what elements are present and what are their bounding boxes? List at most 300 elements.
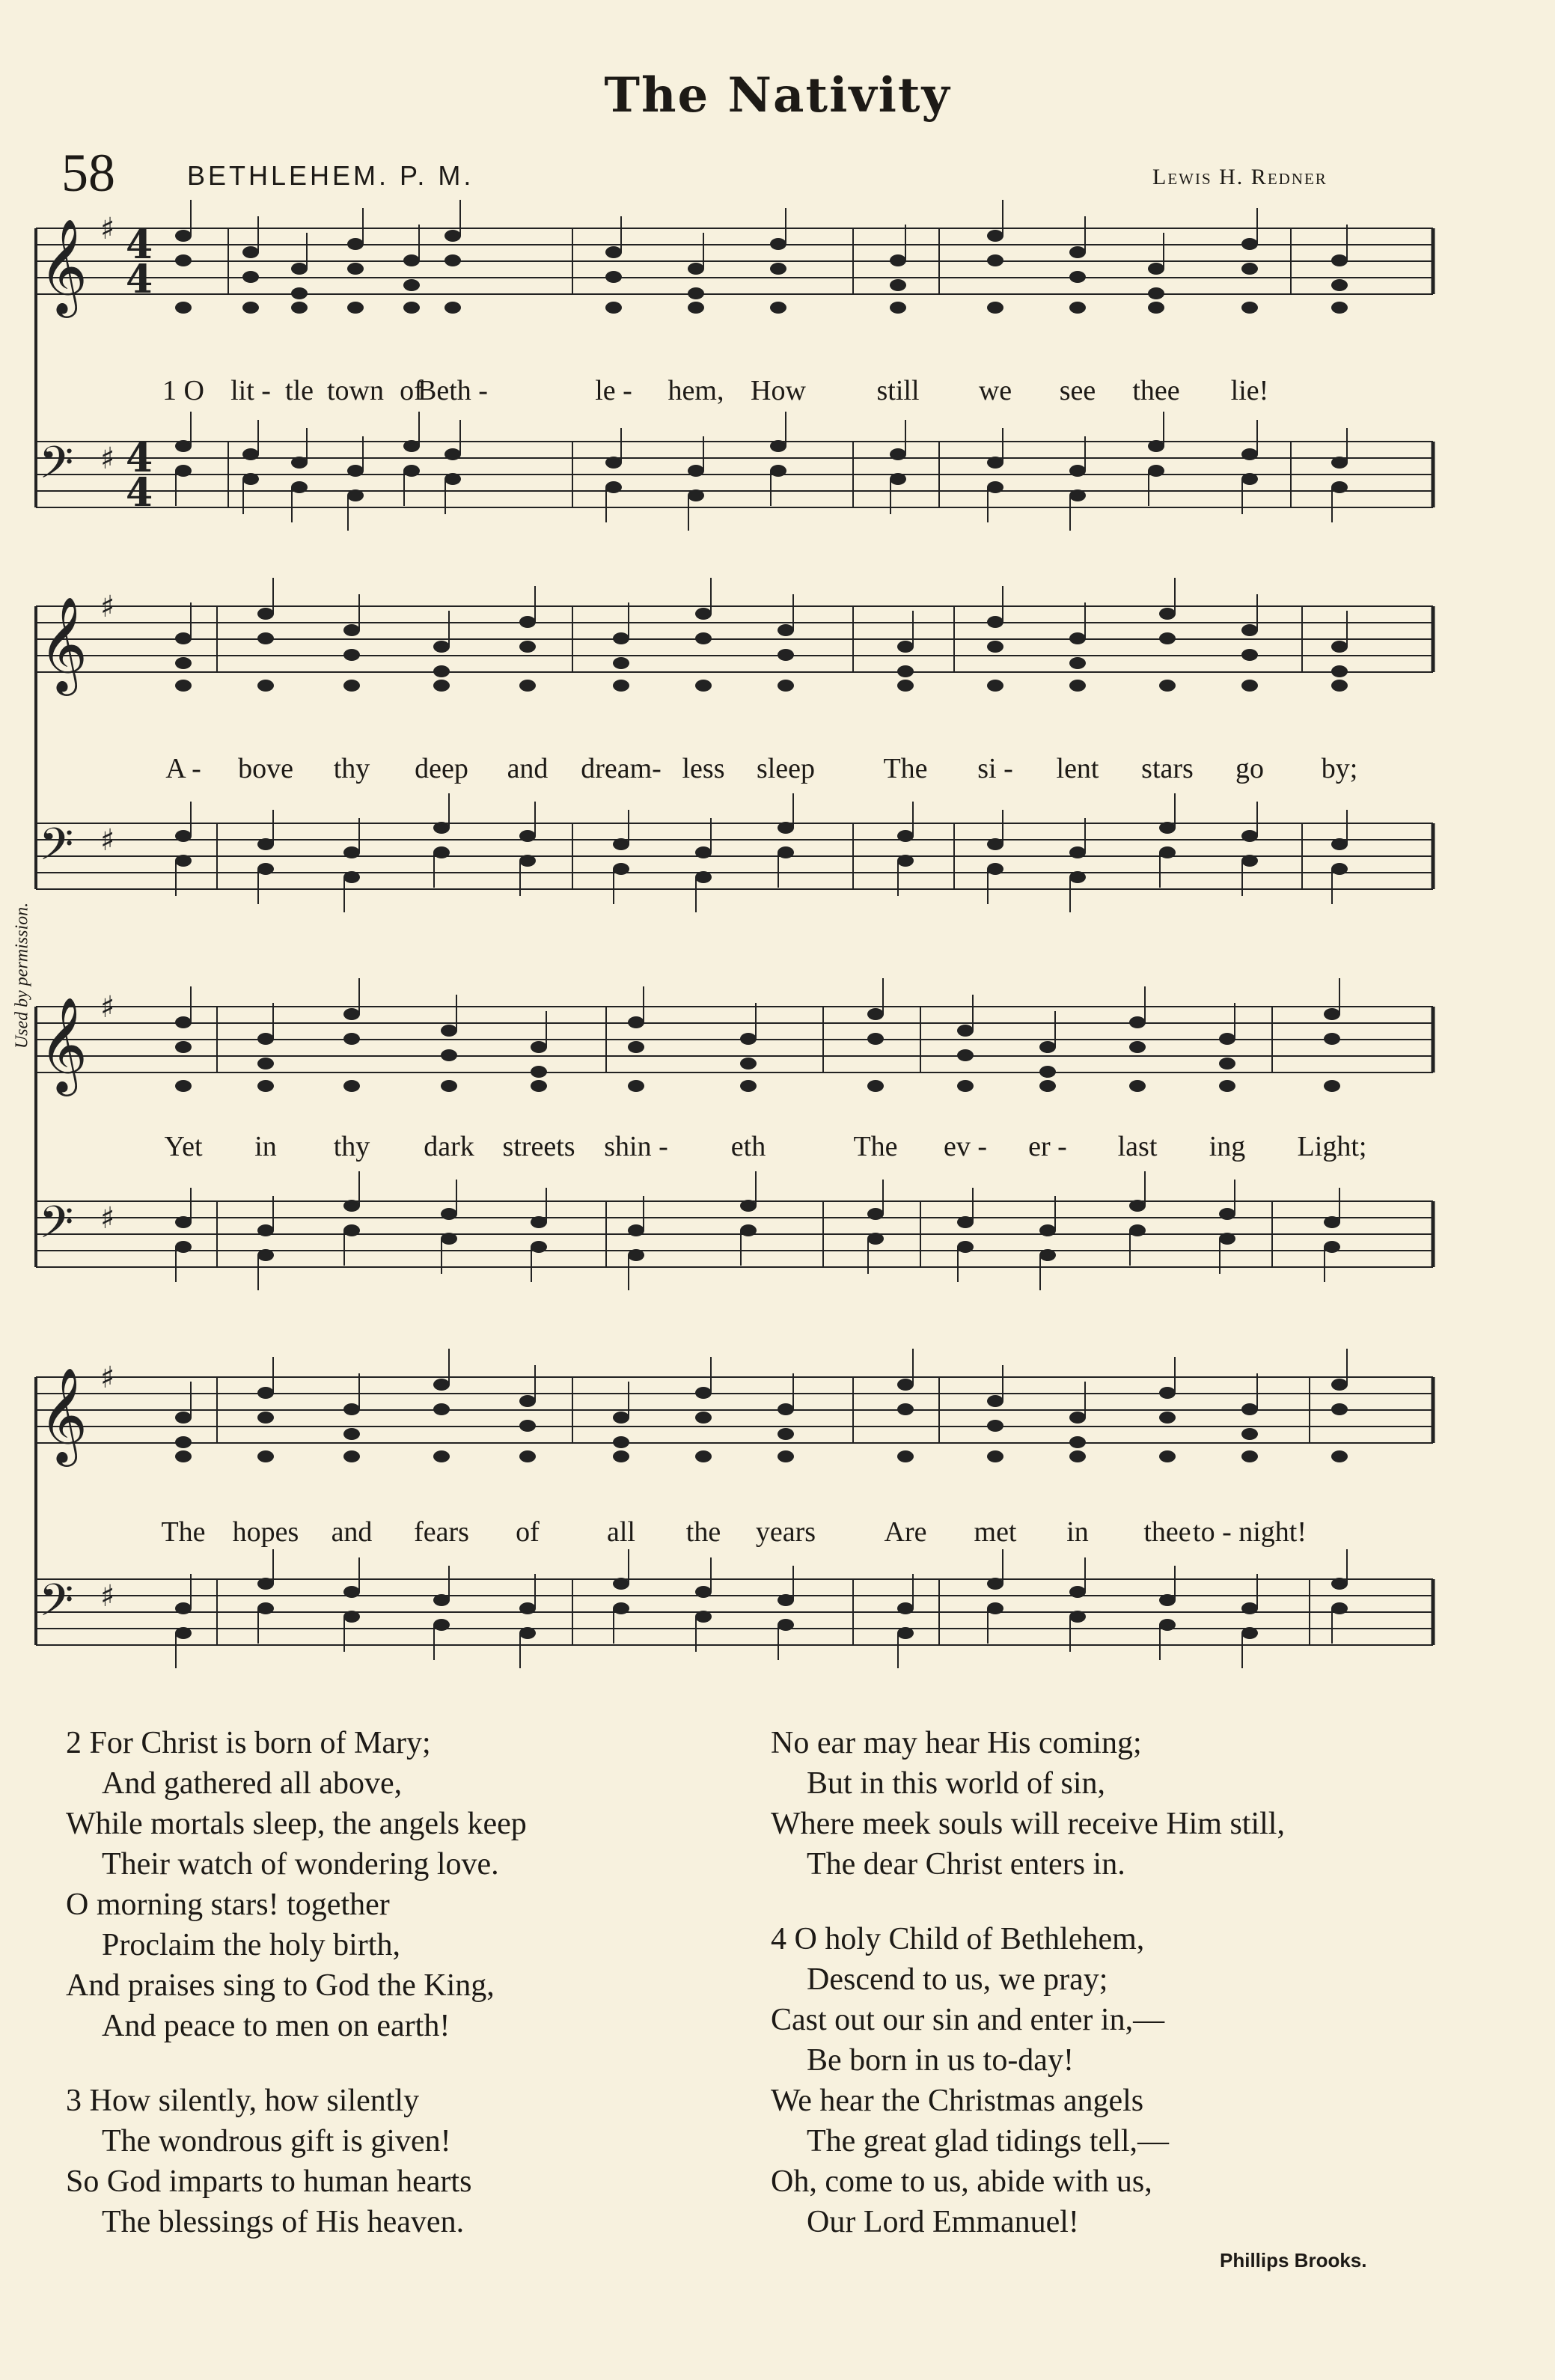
verse-line: Their watch of wondering love.: [102, 1847, 499, 1882]
verse-line: Where meek souls will receive Him still,: [771, 1807, 1285, 1841]
note-head: [605, 481, 622, 493]
note-head: [987, 1578, 1003, 1590]
lyric-syllable: we: [978, 375, 1012, 406]
lyric-syllable: to - night!: [1193, 1516, 1307, 1548]
verse: [771, 1919, 1519, 2242]
note-head: [343, 846, 360, 858]
note-head: [613, 1412, 629, 1424]
verse-line: The great glad tidings tell,—: [807, 2124, 1170, 2158]
note-head: [343, 1403, 360, 1415]
note-head: [347, 263, 364, 275]
treble-clef: 𝄞: [39, 218, 88, 314]
note-head: [343, 1428, 360, 1440]
note-head: [1069, 1586, 1086, 1598]
note-head: [175, 680, 192, 692]
note-head: [613, 1602, 629, 1614]
note-head: [1241, 1602, 1258, 1614]
note-head: [1069, 271, 1086, 283]
note-head: [1241, 1450, 1258, 1462]
note-head: [1069, 632, 1086, 644]
note-head: [343, 871, 360, 883]
note-head: [897, 1379, 914, 1391]
note-head: [531, 1241, 547, 1253]
lyric-syllable: lie!: [1230, 375, 1269, 406]
note-head: [347, 302, 364, 314]
note-head: [403, 302, 420, 314]
note-head: [433, 846, 450, 858]
lyric-syllable: Light;: [1297, 1131, 1367, 1162]
lyric-syllable: dark: [424, 1131, 474, 1162]
note-head: [1324, 1080, 1340, 1092]
note-head: [740, 1080, 757, 1092]
note-head: [519, 830, 536, 842]
note-head: [347, 238, 364, 250]
lyric-syllable: lit -: [230, 375, 271, 406]
note-head: [1039, 1066, 1056, 1078]
note-head: [740, 1224, 757, 1236]
note-head: [1219, 1233, 1235, 1245]
lyric-syllable: bove: [238, 753, 293, 784]
lyric-syllable: town: [327, 375, 384, 406]
note-head: [433, 680, 450, 692]
note-head: [605, 246, 622, 258]
note-head: [1069, 657, 1086, 669]
verse-line: Be born in us to-day!: [807, 2043, 1074, 2078]
note-head: [613, 680, 629, 692]
note-head: [1159, 680, 1176, 692]
lyric-syllable: last: [1117, 1131, 1158, 1162]
note-head: [778, 822, 794, 834]
note-head: [1219, 1080, 1235, 1092]
note-head: [1039, 1249, 1056, 1261]
note-head: [957, 1241, 974, 1253]
note-head: [987, 457, 1003, 469]
note-head: [175, 440, 192, 452]
note-head: [1129, 1016, 1146, 1028]
verse-line: O morning stars! together: [66, 1888, 390, 1922]
verses-left-column: [66, 1723, 762, 2277]
note-head: [1159, 608, 1176, 620]
note-head: [1069, 871, 1086, 883]
note-head: [291, 287, 308, 299]
treble-clef: 𝄞: [39, 596, 88, 692]
note-head: [519, 680, 536, 692]
note-head: [1069, 1611, 1086, 1623]
note-head: [175, 1080, 192, 1092]
note-head: [987, 863, 1003, 875]
note-head: [403, 465, 420, 477]
lyric-syllable: si -: [977, 753, 1013, 784]
hymn-number: 58: [61, 143, 115, 203]
note-head: [695, 1450, 712, 1462]
note-head: [257, 632, 274, 644]
note-head: [770, 465, 786, 477]
note-head: [403, 279, 420, 291]
note-head: [1069, 246, 1086, 258]
note-head: [987, 254, 1003, 266]
note-head: [257, 863, 274, 875]
note-head: [890, 279, 906, 291]
note-head: [441, 1025, 457, 1037]
note-head: [444, 473, 461, 485]
note-head: [1331, 1379, 1348, 1391]
lyric-syllable: The: [883, 753, 928, 784]
note-head: [778, 1450, 794, 1462]
note-head: [1331, 1602, 1348, 1614]
bass-clef: 𝄢: [39, 1196, 74, 1259]
note-head: [1324, 1008, 1340, 1020]
note-head: [1159, 1619, 1176, 1631]
note-head: [987, 641, 1003, 653]
note-head: [531, 1041, 547, 1053]
note-head: [441, 1080, 457, 1092]
note-head: [987, 616, 1003, 628]
note-head: [890, 254, 906, 266]
note-head: [890, 302, 906, 314]
note-head: [613, 1450, 629, 1462]
note-head: [897, 1602, 914, 1614]
note-head: [628, 1224, 644, 1236]
note-head: [1241, 855, 1258, 867]
note-head: [343, 1080, 360, 1092]
note-head: [175, 254, 192, 266]
lyric-syllable: thy: [333, 1131, 370, 1162]
note-head: [695, 680, 712, 692]
note-head: [1069, 1450, 1086, 1462]
verse-line: Cast out our sin and enter in,—: [771, 2003, 1165, 2037]
note-head: [1148, 465, 1164, 477]
note-head: [1159, 1450, 1176, 1462]
note-head: [291, 302, 308, 314]
note-head: [343, 1450, 360, 1462]
lyric-syllable: hem,: [667, 375, 724, 406]
note-head: [1039, 1041, 1056, 1053]
note-head: [257, 1602, 274, 1614]
note-head: [1069, 680, 1086, 692]
verse: [771, 1723, 1519, 1885]
permission-note-text: Used by permission.: [12, 902, 32, 1049]
key-signature-sharp: ♯: [100, 1361, 115, 1395]
note-head: [1331, 279, 1348, 291]
note-head: [688, 465, 704, 477]
note-head: [957, 1080, 974, 1092]
note-head: [433, 1450, 450, 1462]
note-head: [257, 838, 274, 850]
note-head: [1129, 1224, 1146, 1236]
note-head: [175, 830, 192, 842]
verse-line: So God imparts to human hearts: [66, 2164, 472, 2199]
lyric-syllable: hopes: [232, 1516, 299, 1548]
note-head: [890, 473, 906, 485]
lyric-syllable: The: [853, 1131, 898, 1162]
note-head: [613, 657, 629, 669]
note-head: [1324, 1216, 1340, 1228]
note-head: [688, 489, 704, 501]
note-head: [347, 465, 364, 477]
verse-line: The dear Christ enters in.: [807, 1847, 1125, 1882]
note-head: [770, 263, 786, 275]
note-head: [605, 302, 622, 314]
lyric-syllable: shin -: [604, 1131, 668, 1162]
note-head: [433, 822, 450, 834]
note-head: [257, 1058, 274, 1070]
note-head: [257, 1450, 274, 1462]
key-signature-sharp: ♯: [100, 442, 115, 476]
note-head: [867, 1033, 884, 1045]
note-head: [1039, 1224, 1056, 1236]
note-head: [175, 1041, 192, 1053]
lyric-syllable: streets: [502, 1131, 575, 1162]
note-head: [695, 632, 712, 644]
note-head: [441, 1049, 457, 1061]
lyric-syllable: Are: [884, 1516, 927, 1548]
verse: [66, 1723, 762, 2046]
note-head: [242, 302, 259, 314]
note-head: [519, 1420, 536, 1432]
lyric-syllable: tle: [285, 375, 314, 406]
lyric-syllable: sleep: [756, 753, 816, 784]
note-head: [291, 263, 308, 275]
note-head: [291, 457, 308, 469]
note-head: [987, 302, 1003, 314]
note-head: [867, 1233, 884, 1245]
note-head: [519, 1395, 536, 1407]
note-head: [628, 1041, 644, 1053]
note-head: [175, 230, 192, 242]
note-head: [257, 1412, 274, 1424]
note-head: [343, 1033, 360, 1045]
lyric-syllable: years: [755, 1516, 816, 1548]
note-head: [957, 1216, 974, 1228]
note-head: [531, 1066, 547, 1078]
note-head: [519, 1602, 536, 1614]
note-head: [778, 1428, 794, 1440]
verse-line: The wondrous gift is given!: [102, 2124, 451, 2158]
note-head: [1331, 1578, 1348, 1590]
lyric-syllable: by;: [1321, 753, 1358, 784]
note-head: [257, 608, 274, 620]
note-head: [1129, 1080, 1146, 1092]
note-head: [613, 838, 629, 850]
note-head: [175, 465, 192, 477]
verse-line: While mortals sleep, the angels keep: [66, 1807, 527, 1841]
note-head: [770, 238, 786, 250]
note-head: [347, 489, 364, 501]
time-signature-bottom: 4: [126, 257, 153, 302]
lyric-syllable: see: [1059, 375, 1096, 406]
lyric-syllable: er -: [1028, 1131, 1067, 1162]
lyric-syllable: and: [507, 753, 549, 784]
composer-credit: Lewis H. Redner: [1152, 165, 1328, 189]
note-head: [519, 855, 536, 867]
note-head: [778, 846, 794, 858]
note-head: [242, 271, 259, 283]
note-head: [605, 457, 622, 469]
note-head: [444, 448, 461, 460]
note-head: [1148, 263, 1164, 275]
lyric-syllable: ev -: [943, 1131, 988, 1162]
note-head: [770, 440, 786, 452]
note-head: [1331, 254, 1348, 266]
note-head: [695, 871, 712, 883]
treble-clef: 𝄞: [39, 996, 88, 1092]
verse-line: 3 How silently, how silently: [66, 2084, 420, 2118]
note-head: [343, 1586, 360, 1598]
verse-line: Descend to us, we pray;: [807, 1962, 1108, 1997]
lyric-syllable: thee: [1143, 1516, 1191, 1548]
key-signature-sharp: ♯: [100, 990, 115, 1025]
note-head: [778, 649, 794, 661]
note-head: [695, 1387, 712, 1399]
note-head: [897, 855, 914, 867]
lyric-syllable: of: [400, 375, 424, 406]
note-head: [1069, 465, 1086, 477]
note-head: [897, 830, 914, 842]
lyric-syllable: stars: [1141, 753, 1194, 784]
note-head: [343, 624, 360, 636]
verse-line: We hear the Christmas angels: [771, 2084, 1144, 2118]
note-head: [695, 608, 712, 620]
tune-name: BETHLEHEM. P. M.: [187, 160, 474, 191]
verse-line: And praises sing to God the King,: [66, 1968, 495, 2003]
verse-line: But in this world of sin,: [807, 1766, 1106, 1801]
note-head: [987, 230, 1003, 242]
time-signature-bottom: 4: [126, 470, 153, 516]
note-head: [1331, 680, 1348, 692]
note-head: [519, 1627, 536, 1639]
note-head: [1159, 822, 1176, 834]
author-credit: Phillips Brooks.: [1220, 2249, 1367, 2271]
note-head: [175, 1216, 192, 1228]
note-head: [770, 302, 786, 314]
note-head: [175, 1436, 192, 1448]
note-head: [1331, 1403, 1348, 1415]
note-head: [444, 254, 461, 266]
verse-line: And peace to men on earth!: [102, 2009, 450, 2043]
lyric-syllable: A -: [165, 753, 201, 784]
note-head: [688, 287, 704, 299]
note-head: [291, 481, 308, 493]
lyric-syllable: eth: [730, 1131, 766, 1162]
note-head: [1241, 624, 1258, 636]
note-head: [1241, 473, 1258, 485]
note-head: [1331, 481, 1348, 493]
note-head: [778, 624, 794, 636]
note-head: [519, 616, 536, 628]
note-head: [175, 1450, 192, 1462]
lyric-syllable: thee: [1132, 375, 1180, 406]
note-head: [1241, 649, 1258, 661]
note-head: [403, 440, 420, 452]
note-head: [519, 641, 536, 653]
note-head: [1324, 1033, 1340, 1045]
note-head: [740, 1058, 757, 1070]
lyric-syllable: Beth -: [418, 375, 488, 406]
note-head: [519, 1450, 536, 1462]
note-head: [444, 302, 461, 314]
note-head: [433, 665, 450, 677]
note-head: [175, 1602, 192, 1614]
note-head: [257, 1387, 274, 1399]
key-signature-sharp: ♯: [100, 823, 115, 858]
note-head: [897, 641, 914, 653]
note-head: [605, 271, 622, 283]
note-head: [1148, 287, 1164, 299]
lyric-syllable: less: [682, 753, 725, 784]
lyric-syllable: Yet: [164, 1131, 203, 1162]
note-head: [897, 665, 914, 677]
note-head: [242, 246, 259, 258]
verse-line: No ear may hear His coming;: [771, 1726, 1142, 1760]
lyric-syllable: of: [516, 1516, 540, 1548]
note-head: [1331, 1450, 1348, 1462]
verse-line: Our Lord Emmanuel!: [807, 2205, 1079, 2239]
verses-right-column: [771, 1723, 1519, 2277]
note-head: [890, 448, 906, 460]
note-head: [1331, 457, 1348, 469]
note-head: [1241, 302, 1258, 314]
lyric-syllable: and: [331, 1516, 373, 1548]
note-head: [441, 1208, 457, 1220]
verse-line: 4 O holy Child of Bethlehem,: [771, 1922, 1145, 1956]
lyric-syllable: How: [751, 375, 806, 406]
note-head: [1159, 1594, 1176, 1606]
note-head: [1331, 641, 1348, 653]
note-head: [695, 1412, 712, 1424]
note-head: [1129, 1200, 1146, 1212]
note-head: [1069, 846, 1086, 858]
note-head: [613, 863, 629, 875]
note-head: [628, 1016, 644, 1028]
key-signature-sharp: ♯: [100, 590, 115, 624]
note-head: [987, 1420, 1003, 1432]
note-head: [175, 855, 192, 867]
note-head: [778, 680, 794, 692]
note-head: [1129, 1041, 1146, 1053]
note-head: [433, 641, 450, 653]
note-head: [1159, 846, 1176, 858]
note-head: [628, 1249, 644, 1261]
note-head: [1331, 665, 1348, 677]
lyric-syllable: le -: [595, 375, 632, 406]
note-head: [1219, 1058, 1235, 1070]
note-head: [175, 1016, 192, 1028]
note-head: [444, 230, 461, 242]
note-head: [257, 1249, 274, 1261]
note-head: [175, 1627, 192, 1639]
note-head: [343, 649, 360, 661]
note-head: [343, 1008, 360, 1020]
note-head: [257, 1578, 274, 1590]
verse-line: And gathered all above,: [102, 1766, 403, 1801]
note-head: [343, 1611, 360, 1623]
note-head: [1159, 1387, 1176, 1399]
note-head: [242, 473, 259, 485]
note-head: [257, 1033, 274, 1045]
note-head: [175, 1412, 192, 1424]
note-head: [695, 1586, 712, 1598]
note-head: [740, 1200, 757, 1212]
note-head: [175, 1241, 192, 1253]
bass-clef: 𝄢: [39, 436, 74, 499]
note-head: [1241, 238, 1258, 250]
note-head: [1219, 1208, 1235, 1220]
note-head: [1241, 1428, 1258, 1440]
note-head: [175, 632, 192, 644]
note-head: [531, 1080, 547, 1092]
note-head: [688, 263, 704, 275]
note-head: [433, 1594, 450, 1606]
